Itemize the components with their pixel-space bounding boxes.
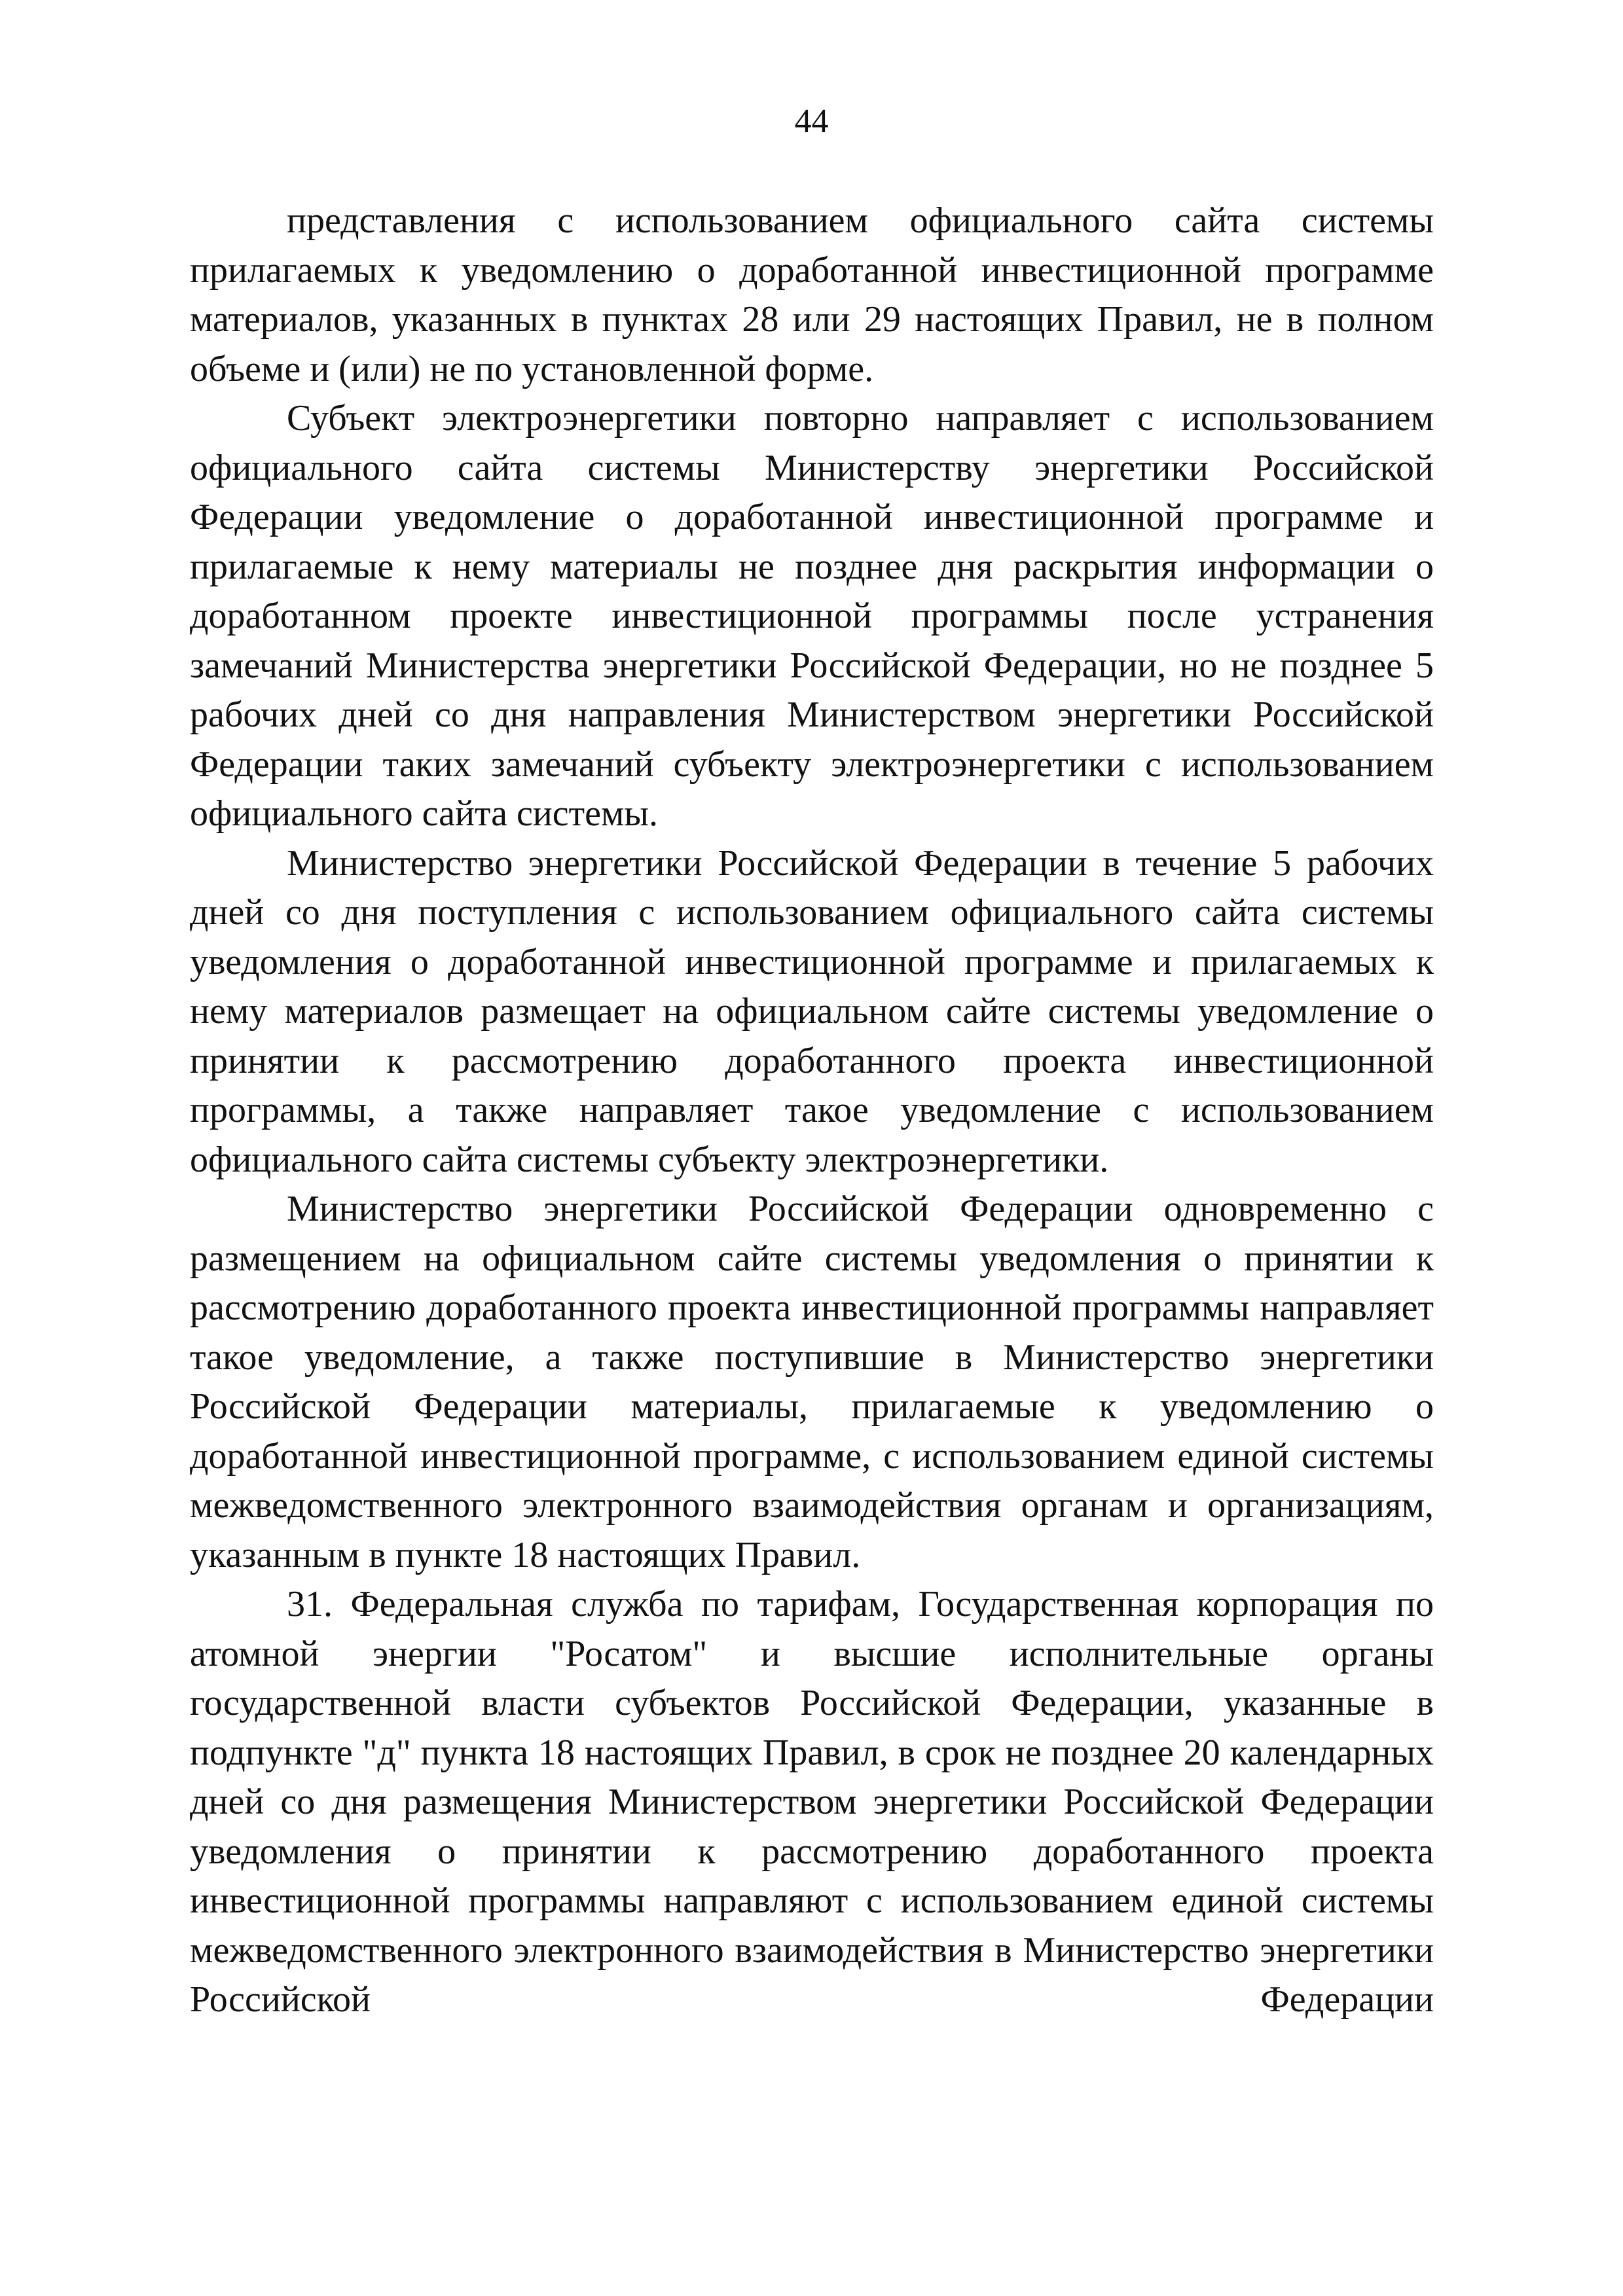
document-body	[190, 196, 1434, 2025]
paragraph-item-31: 31. Федеральная служба по тарифам, Государственная корпорация по атомной энергии "Росатом" и высшие исполнительные органы государственной власти субъектов Российской Федерации, указанные в подпункте "д" пункта 18 настоящих Правил, в срок не позднее 20 календарных дней со дня размещения Министерством энергетики Российской Федерации уведомления о принятии к рассмотрению доработанного проекта инвестиционной программы направляют с использованием единой системы межведомственного электронного взаимодействия в Министерство энергетики Российской Федерации	[190, 1584, 1434, 2020]
page-number: 44	[794, 103, 829, 140]
paragraph: Субъект электроэнергетики повторно направляет с использованием официального сайта системы Министерству энергетики Российской Федерации уведомление о доработанной инвестиционной программе и прилагаемые к нему материалы не позднее дня раскрытия информации о доработанном проекте инвестиционной программы после устранения замечаний Министерства энергетики Российской Федерации, но не позднее 5 рабочих дней со дня направления Министерством энергетики Российской Федерации таких замечаний субъекту электроэнергетики с использованием официального сайта системы.	[190, 398, 1434, 834]
paragraph-continuation: представления с использованием официального сайта системы прилагаемых к уведомлению о доработанной инвестиционной программе материалов, указанных в пунктах 28 или 29 настоящих Правил, не в полном объеме и (или) не по установленной форме.	[190, 200, 1434, 389]
paragraph: Министерство энергетики Российской Федерации одновременно с размещением на официальном сайте системы уведомления о принятии к рассмотрению доработанного проекта инвестиционной программы направляет такое уведомление, а также поступившие в Министерство энергетики Российской Федерации материалы, прилагаемые к уведомлению о доработанной инвестиционной программе, с использованием единой системы межведомственного электронного взаимодействия органам и организациям, указанным в пункте 18 настоящих Правил.	[190, 1189, 1434, 1575]
paragraph: Министерство энергетики Российской Федерации в течение 5 рабочих дней со дня поступления с использованием официального сайта системы уведомления о доработанной инвестиционной программе и прилагаемых к нему материалов размещает на официальном сайте системы уведомление о принятии к рассмотрению доработанного проекта инвестиционной программы, а также направляет такое уведомление с использованием официального сайта системы субъекту электроэнергетики.	[190, 842, 1434, 1180]
